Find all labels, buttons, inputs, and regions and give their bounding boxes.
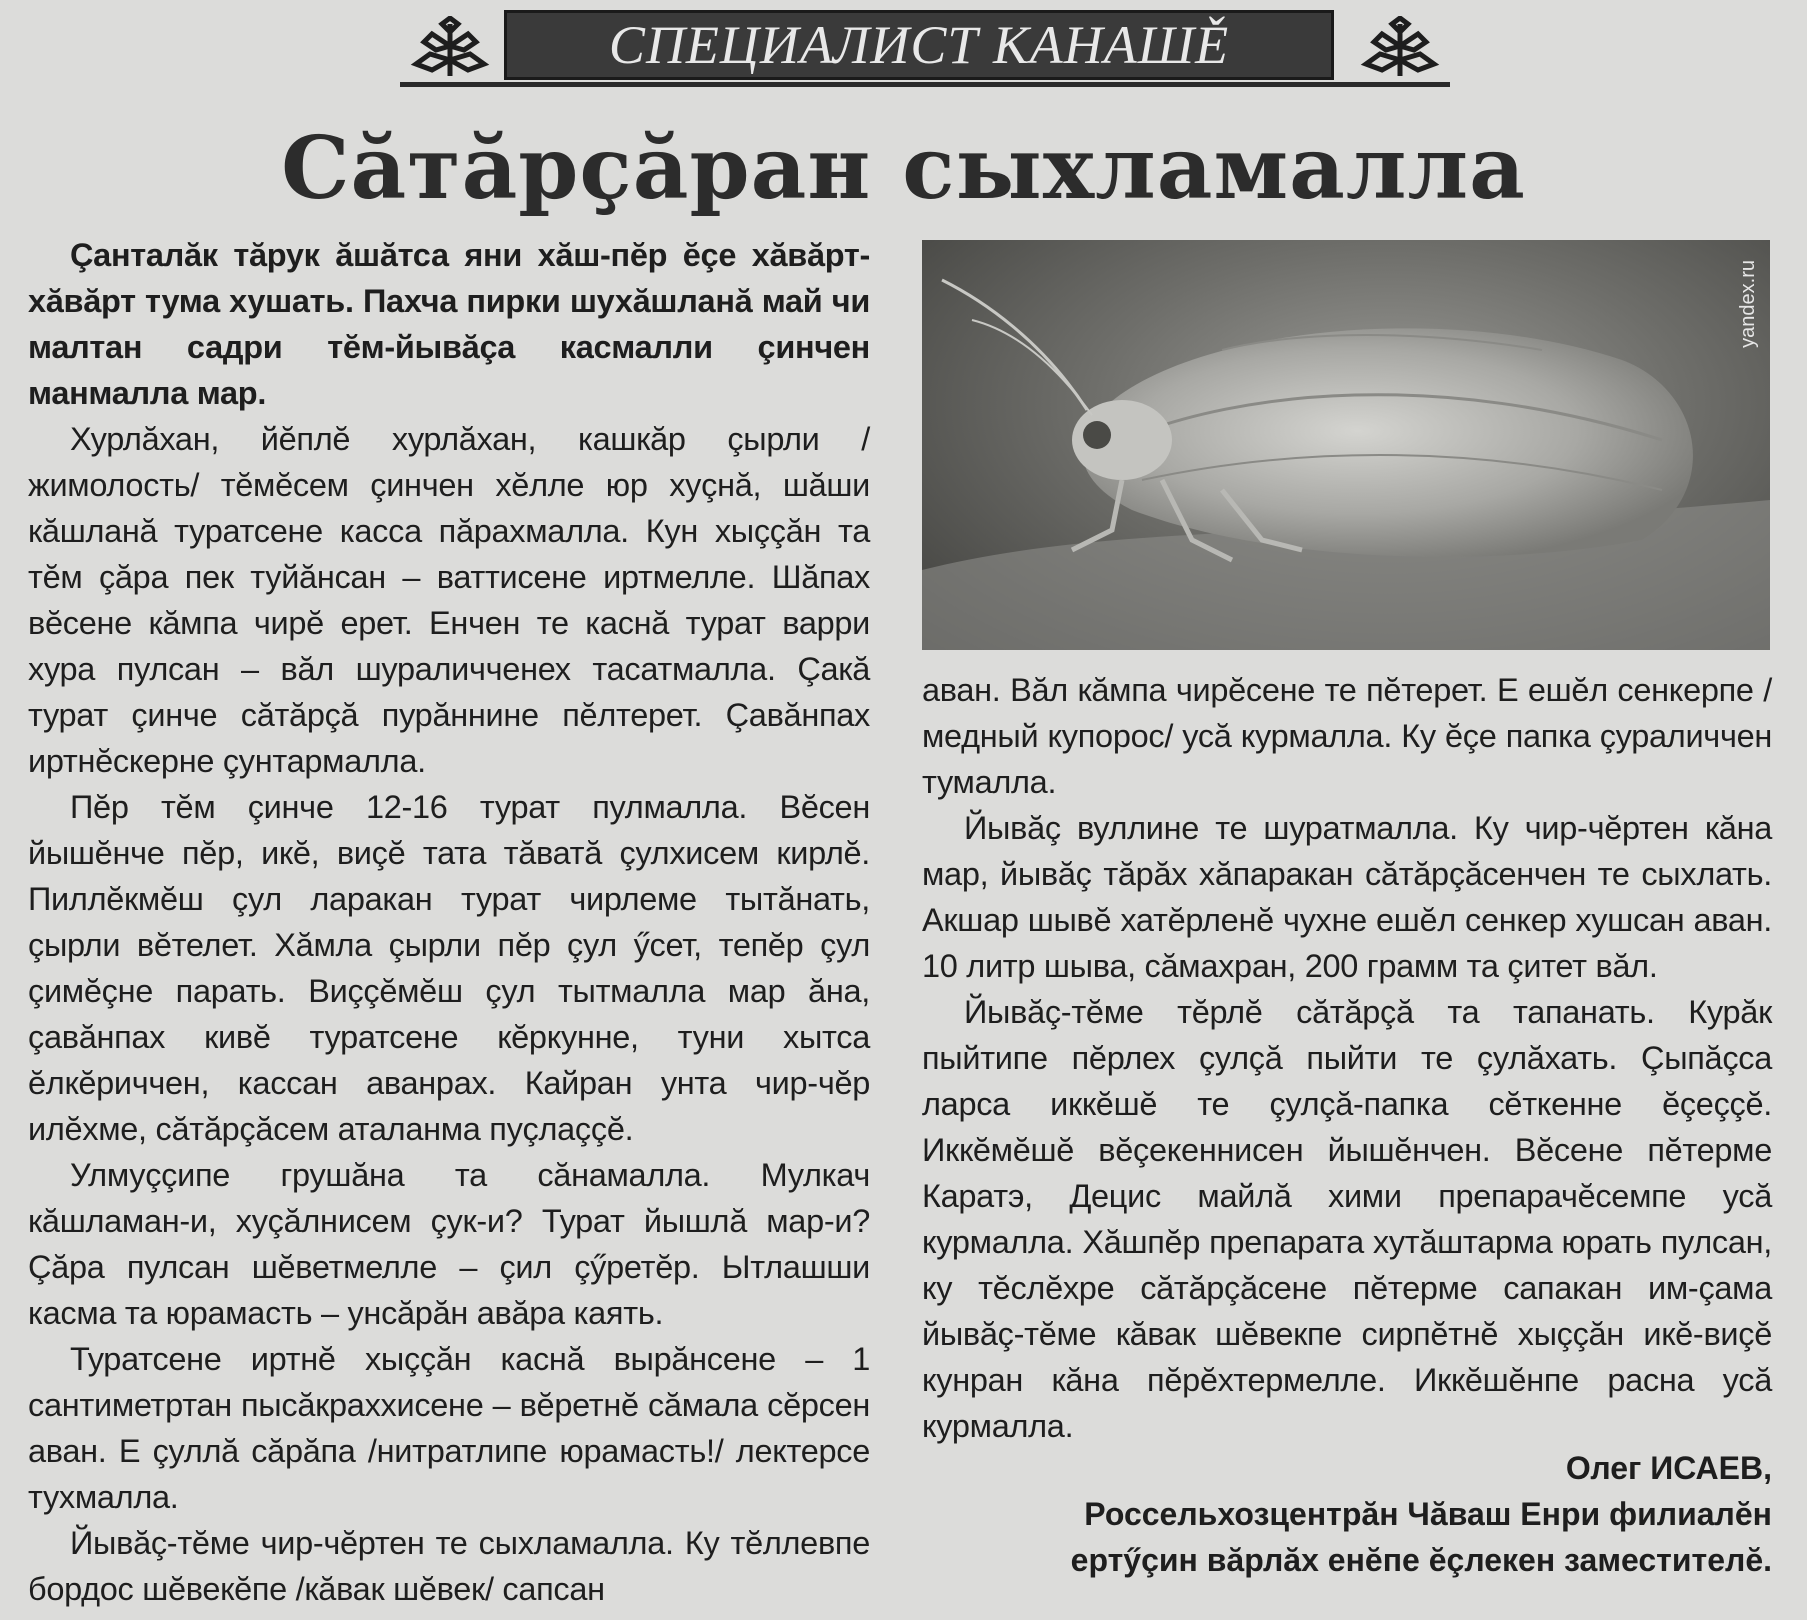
article-paragraph: аван. Вăл кăмпа чирĕсене те пĕтерет. Е ешĕл сенкерпе /медный купорос/ усă курмалла. Ку ĕçе папка çураличчен тумалла.	[922, 672, 1772, 800]
folk-ornament-icon	[1352, 16, 1448, 82]
author-position: ертӳçин вăрлăх енĕпе ĕçлекен заместителĕ.	[1070, 1542, 1772, 1578]
rubric-header	[400, 10, 1450, 90]
article-column-left	[28, 232, 870, 1612]
article-paragraph: Йывăç-тĕме чир-чĕртен те сыхламалла. Ку тĕллевпе бордос шĕвекĕпе /кăвак шĕвек/ сапсан	[28, 1525, 870, 1607]
article-paragraph: Улмуççипе грушăна та сăнамалла. Мулкач кăшламан-и, хуçăлнисем çук-и? Турат йышлă мар-и? Çăра пулсан шĕветмелле – çил çӳретĕр. Ытлашши касма та юрамасть – унсăрăн авăра каять.	[28, 1157, 870, 1331]
insect-photo	[922, 240, 1770, 650]
article-paragraph: Пĕр тĕм çинче 12-16 турат пулмалла. Вĕсен йышĕнче пĕр, икĕ, виçĕ тата тăватă çулхисем кирлĕ. Пиллĕкмĕш çул ларакан турат чирлеме тытăнать, çырли вĕтелет. Хăмла çырли пĕр çул ӳсет, тепĕр çул çимĕçне парать. Виççĕмĕш çул тытмалла мар ăна, çавăнпах кивĕ туратсене кĕркунне, туни хытса ĕлкĕриччен, кассан аванрах. Кайран унта чир-чĕр илĕхме, сăтăрçăсем аталанма пуçлаççĕ.	[28, 789, 870, 1147]
insect-illustration	[922, 240, 1770, 650]
article-paragraph: Йывăç-тĕме тĕрлĕ сăтăрçă та тапанать. Курăк пыйтипе пĕрлех çулçă пыйти те çулăхать. Çыпăçса ларса иккĕшĕ те çулçă-папка сĕткенне ĕçеççĕ. Иккĕмĕшĕ вĕçекеннисен йышĕнчен. Вĕсене пĕтерме Каратэ, Децис майлă хими препарачĕсемпе усă курмалла. Хăшпĕр препарата хутăштарма юрать пулсан, ку тĕслĕхре сăтăрçăсене пĕтерме сапакан им-çама йывăç-тĕме кăвак шĕвекпе сирпĕтнĕ хыççăн икĕ-виçĕ кунран кăна пĕрĕхтермелле. Иккĕшĕнпе расна усă курмалла.	[922, 994, 1772, 1444]
article-paragraph: Хурлăхан, йĕплĕ хурлăхан, кашкăр çырли /жимолость/ тĕмĕсем çинчен хĕлле юр хуçнă, шăши кăшланă туратсене касса пăрахмалла. Кун хыççăн та тĕм çăра пек туйăнсан – ваттисене иртмелле. Шăпах вĕсене кăмпа чирĕ ерет. Енчен те каснă турат варри хура пулсан – вăл шураличченех тасатмалла. Çакă турат çинче сăтăрçă пурăннине пĕлтерет. Çавăнпах иртнĕскерне çунтармалла.	[28, 421, 870, 779]
rubric-label-box	[504, 10, 1334, 80]
rubric-rule	[400, 82, 1450, 87]
rubric-label: СПЕЦИАЛИСТ КАНАШĚ	[608, 15, 1230, 75]
article-signature	[922, 1445, 1772, 1583]
article-headline: Сăтăрçăран сыхламалла	[281, 118, 1526, 219]
article-column-right	[922, 667, 1772, 1449]
author-position: Россельхозцентрăн Чăваш Енри филиалĕн	[1084, 1496, 1772, 1532]
photo-credit: yandex.ru	[1737, 260, 1759, 348]
article-lead: Çанталăк тăрук ăшăтса яни хăш-пĕр ĕçе хăвăрт-хăвăрт тума хушать. Пахча пирки шухăшланă май чи малтан садри тĕм-йывăçа касмалли çинчен манмалла мар.	[28, 237, 870, 411]
folk-ornament-icon	[402, 16, 498, 82]
author-name: Олег ИСАЕВ,	[1565, 1450, 1772, 1486]
article-paragraph: Йывăç вуллине те шуратмалла. Ку чир-чĕртен кăна мар, йывăç тăрăх хăпаракан сăтăрçăсенчен те сыхлать. Акшар шывĕ хатĕрленĕ чухне ешĕл сенкер хушсан аван. 10 литр шыва, сăмахран, 200 грамм та çитет вăл.	[922, 810, 1772, 984]
article-paragraph: Туратсене иртнĕ хыççăн каснă вырăнсене – 1 сантиметртан пысăкраххисене – вĕретнĕ сăмала сĕрсен аван. Е çуллă сăрăпа /нитратлипе юрамасть!/ лектерсе тухмалла.	[28, 1341, 870, 1515]
